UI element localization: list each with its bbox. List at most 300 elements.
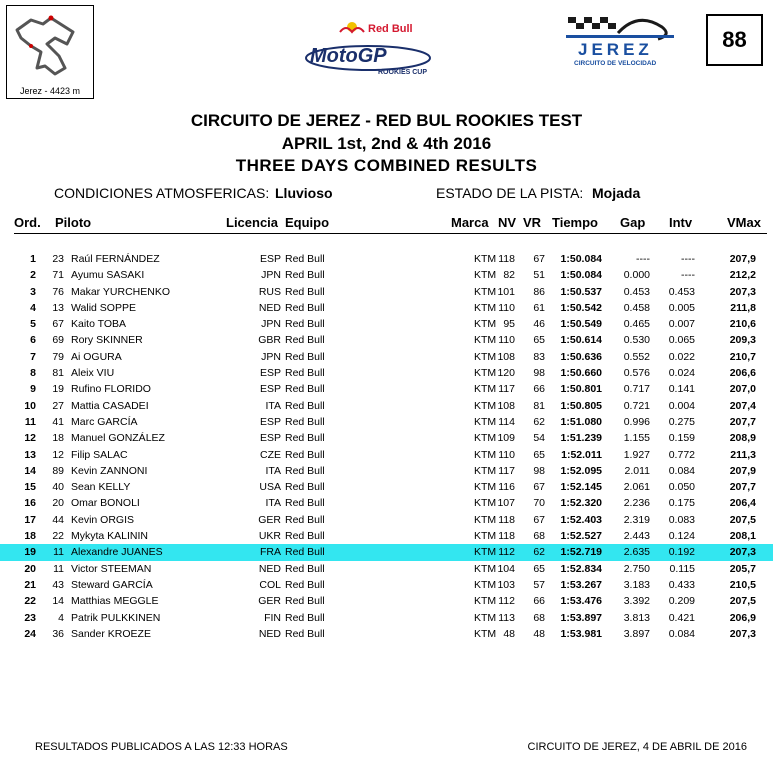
cell-gap: 2.319 [623,513,650,526]
footer-published: RESULTADOS PUBLICADOS A LAS 12:33 HORAS [35,741,288,753]
cell-rider-number: 40 [52,481,64,494]
cell-laps: 108 [497,350,515,363]
cell-interval: 0.024 [668,367,695,380]
cell-best-time: 1:50.614 [560,334,602,347]
cell-interval: 0.005 [668,301,695,314]
cell-rider-number: 4 [58,611,64,624]
cell-position: 9 [30,383,36,396]
rookies-cup-logo [300,18,435,76]
table-row [0,512,773,528]
cell-rider-number: 11 [53,562,64,575]
cell-interval: 0.124 [668,530,695,543]
cell-position: 3 [30,285,36,298]
cell-nationality: JPN [261,350,281,363]
cell-best-lap: 51 [533,269,545,282]
table-row [0,365,773,381]
cell-top-speed: 205,7 [729,562,756,575]
cell-interval: ---- [681,253,695,265]
cell-laps: 104 [497,562,515,575]
table-row [0,398,773,414]
cell-position: 19 [24,546,36,559]
svg-text:CIRCUITO DE VELOCIDAD: CIRCUITO DE VELOCIDAD [574,60,657,67]
cell-top-speed: 207,5 [729,513,756,526]
cell-gap: 0.530 [623,334,650,347]
cell-rider-number: 89 [52,464,64,477]
cell-gap: 1.927 [623,448,650,461]
table-row [0,544,773,560]
cell-best-lap: 68 [533,611,545,624]
cell-top-speed: 207,7 [729,415,756,428]
cell-position: 21 [24,578,36,591]
cell-team: Red Bull [285,350,325,363]
cell-rider-name: Filip SALAC [71,448,128,461]
results-table [0,251,773,642]
cell-best-time: 1:50.537 [560,285,602,298]
cell-team: Red Bull [285,611,325,624]
cell-rider-number: 22 [52,530,64,543]
cell-position: 13 [24,448,36,461]
table-row [0,267,773,283]
cell-rider-name: Aleix VIU [71,367,115,380]
cell-best-time: 1:52.834 [560,562,602,575]
cell-best-time: 1:53.476 [560,595,602,608]
cell-gap: 2.236 [623,497,650,510]
cell-make: KTM [474,530,497,543]
cell-rider-number: 11 [53,546,64,559]
table-row [0,300,773,316]
cell-best-time: 1:53.897 [560,611,602,624]
cell-gap: 1.155 [623,432,650,445]
cell-interval: 0.275 [668,415,695,428]
cell-team: Red Bull [285,318,325,331]
cell-team: Red Bull [285,399,325,412]
cell-best-lap: 65 [533,448,545,461]
cell-gap: 2.061 [623,481,650,494]
cell-position: 17 [24,513,36,526]
cell-interval: 0.083 [668,513,695,526]
cell-position: 22 [24,595,36,608]
cell-nationality: JPN [261,318,281,331]
col-header-gap: Gap [620,215,646,230]
table-row [0,332,773,348]
cell-best-lap: 81 [533,399,545,412]
cell-laps: 117 [498,464,515,477]
cell-top-speed: 206,9 [729,611,756,624]
cell-top-speed: 210,6 [729,318,756,331]
cell-rider-name: Manuel GONZÁLEZ [71,432,165,445]
cell-top-speed: 209,3 [729,334,756,347]
cell-nationality: ITA [265,399,281,412]
cell-make: KTM [474,627,497,640]
cell-rider-number: 19 [52,383,64,396]
cell-make: KTM [474,350,497,363]
cell-best-lap: 68 [533,530,545,543]
cell-rider-number: 36 [52,627,64,640]
cell-interval: 0.772 [668,448,695,461]
cell-rider-number: 69 [52,334,64,347]
cell-make: KTM [474,497,497,510]
cell-team: Red Bull [285,269,325,282]
cell-best-lap: 98 [533,464,545,477]
cell-best-lap: 65 [533,562,545,575]
cell-position: 6 [30,334,36,347]
cell-best-time: 1:50.084 [560,269,602,282]
cell-laps: 112 [498,546,515,559]
cell-rider-number: 20 [52,497,64,510]
cell-rider-number: 18 [52,432,64,445]
cell-make: KTM [474,285,497,298]
cell-best-lap: 61 [533,301,545,314]
cell-laps: 118 [498,513,515,526]
cell-best-time: 1:52.527 [560,530,602,543]
cell-top-speed: 207,3 [729,285,756,298]
cell-top-speed: 207,9 [729,464,756,477]
cell-gap: 3.183 [623,578,650,591]
cell-laps: 108 [497,399,515,412]
cell-rider-name: Alexandre JUANES [71,546,163,559]
table-row [0,577,773,593]
cell-best-lap: 62 [533,415,545,428]
cell-team: Red Bull [285,448,325,461]
cell-best-time: 1:50.660 [560,367,602,380]
cell-position: 15 [24,481,36,494]
cell-position: 8 [30,367,36,380]
cell-make: KTM [474,383,497,396]
cell-team: Red Bull [285,546,325,559]
weather-value: Lluvioso [275,185,333,201]
cell-gap: 3.392 [623,595,650,608]
cell-laps: 107 [497,497,515,510]
cell-best-lap: 54 [533,432,545,445]
cell-rider-name: Kaito TOBA [71,318,127,331]
table-row [0,284,773,300]
cell-best-time: 1:52.320 [560,497,602,510]
cell-make: KTM [474,301,497,314]
cell-interval: 0.159 [668,432,695,445]
cell-best-time: 1:52.719 [560,546,602,559]
cell-nationality: FRA [260,546,281,559]
cell-rider-number: 23 [52,253,64,265]
table-row [0,479,773,495]
cell-make: KTM [474,432,497,445]
col-header-piloto: Piloto [55,215,92,230]
cell-best-lap: 86 [533,285,545,298]
cell-position: 14 [24,464,36,477]
table-row [0,316,773,332]
cell-team: Red Bull [285,513,325,526]
cell-position: 5 [30,318,36,331]
cell-rider-number: 41 [52,415,64,428]
cell-gap: 0.996 [623,415,650,428]
cell-nationality: UKR [258,530,281,543]
cell-nationality: COL [259,578,281,591]
cell-laps: 118 [498,253,515,265]
col-header-vmax: VMax [727,215,761,230]
cell-best-time: 1:50.636 [560,350,602,363]
cell-interval: 0.421 [668,611,695,624]
cell-top-speed: 207,0 [729,383,756,396]
cell-rider-number: 67 [52,318,64,331]
cell-best-time: 1:50.084 [560,253,602,265]
cell-gap: 0.458 [623,301,650,314]
cell-laps: 110 [498,448,515,461]
cell-rider-name: Mattia CASADEI [71,399,149,412]
table-row [0,610,773,626]
cell-nationality: RUS [258,285,281,298]
cell-best-lap: 57 [533,578,545,591]
cell-best-time: 1:50.549 [560,318,602,331]
table-row [0,463,773,479]
weather-label: CONDICIONES ATMOSFERICAS: [54,185,270,201]
cell-make: KTM [474,415,497,428]
col-header-vr: VR [523,215,542,230]
table-row [0,414,773,430]
cell-laps: 95 [503,318,515,331]
cell-best-time: 1:52.011 [561,448,602,461]
cell-best-lap: 48 [533,627,545,640]
cell-nationality: ESP [259,432,281,445]
track-state-value: Mojada [592,185,641,201]
cell-nationality: ITA [265,464,281,477]
cell-top-speed: 206,4 [729,497,756,510]
col-header-intv: Intv [669,215,693,230]
cell-interval: 0.022 [668,350,695,363]
cell-best-lap: 67 [533,481,545,494]
cell-top-speed: 211,8 [730,301,756,314]
cell-laps: 116 [498,481,515,494]
cell-rider-name: Sander KROEZE [71,627,151,640]
cell-rider-name: Ayumu SASAKI [71,269,145,282]
cell-best-lap: 67 [533,513,545,526]
cell-make: KTM [474,269,497,282]
cell-best-time: 1:53.981 [560,627,602,640]
cell-rider-number: 13 [52,301,64,314]
cell-team: Red Bull [285,383,325,396]
cell-laps: 48 [503,627,515,640]
table-row [0,528,773,544]
cell-interval: 0.065 [668,334,695,347]
col-header-licencia: Licencia [226,215,279,230]
cell-rider-number: 14 [52,595,64,608]
cell-make: KTM [474,481,497,494]
cell-make: KTM [474,611,497,624]
cell-interval: 0.175 [668,497,695,510]
cell-nationality: ESP [259,383,281,396]
cell-rider-number: 79 [52,350,64,363]
cell-nationality: JPN [261,269,281,282]
cell-best-time: 1:50.542 [560,301,602,314]
cell-rider-number: 43 [52,578,64,591]
cell-laps: 114 [498,415,515,428]
cell-laps: 82 [503,269,515,282]
cell-make: KTM [474,578,497,591]
cell-team: Red Bull [285,367,325,380]
document-number: 88 [706,14,763,66]
cell-best-time: 1:50.801 [560,383,602,396]
cell-position: 12 [24,432,36,445]
footer-place-date: CIRCUITO DE JEREZ, 4 DE ABRIL DE 2016 [527,741,747,753]
cell-rider-name: Matthias MEGGLE [71,595,159,608]
cell-rider-number: 76 [52,285,64,298]
cell-best-time: 1:52.095 [560,464,602,477]
cell-rider-name: Rufino FLORIDO [71,383,151,396]
cell-top-speed: 207,3 [729,546,756,559]
cell-top-speed: 207,9 [729,253,756,265]
cell-rider-name: Kevin ORGIS [71,513,135,526]
cell-position: 7 [30,350,36,363]
cell-rider-number: 27 [52,399,64,412]
cell-best-lap: 67 [533,253,545,265]
cell-position: 4 [30,301,36,314]
svg-text:MotoGP: MotoGP [310,45,387,67]
cell-nationality: USA [259,481,281,494]
cell-nationality: CZE [260,448,281,461]
cell-interval: 0.007 [668,318,695,331]
cell-rider-name: Steward GARCÍA [71,578,153,591]
table-row [0,593,773,609]
cell-laps: 113 [498,611,515,624]
cell-make: KTM [474,318,497,331]
cell-team: Red Bull [285,301,325,314]
cell-best-time: 1:52.145 [560,481,602,494]
cell-gap: 0.552 [623,350,650,363]
cell-interval: ---- [681,269,695,282]
table-row [0,381,773,397]
cell-make: KTM [474,253,497,265]
cell-team: Red Bull [285,627,325,640]
cell-interval: 0.209 [668,595,695,608]
cell-position: 10 [24,399,36,412]
cell-top-speed: 210,5 [729,578,756,591]
col-header-nv: NV [498,215,517,230]
cell-team: Red Bull [285,562,325,575]
cell-gap: 2.011 [624,464,650,477]
cell-interval: 0.050 [668,481,695,494]
cell-rider-name: Victor STEEMAN [71,562,152,575]
cell-top-speed: 210,7 [729,350,756,363]
cell-make: KTM [474,367,497,380]
cell-team: Red Bull [285,253,325,265]
cell-best-lap: 70 [533,497,545,510]
col-header-marca: Marca [451,215,489,230]
cell-nationality: GER [258,595,281,608]
cell-gap: 3.897 [623,627,650,640]
cell-interval: 0.084 [668,627,695,640]
cell-position: 1 [30,253,36,265]
cell-nationality: ESP [259,415,281,428]
cell-top-speed: 206,6 [729,367,756,380]
cell-laps: 110 [498,301,515,314]
cell-best-lap: 65 [533,334,545,347]
cell-rider-name: Rory SKINNER [71,334,143,347]
cell-top-speed: 207,4 [729,399,756,412]
cell-nationality: NED [258,627,281,640]
track-caption: Jerez - 4423 m [19,86,81,96]
cell-position: 2 [30,269,36,282]
cell-team: Red Bull [285,578,325,591]
svg-text:JEREZ: JEREZ [578,40,653,59]
col-header-ord: Ord. [14,215,41,230]
cell-gap: 3.813 [623,611,650,624]
cell-gap: 2.635 [623,546,650,559]
cell-rider-name: Ai OGURA [71,350,122,363]
cell-rider-name: Kevin ZANNONI [71,464,148,477]
cell-position: 20 [24,562,36,575]
cell-make: KTM [474,464,497,477]
cell-rider-name: Marc GARCÍA [71,415,138,428]
cell-make: KTM [474,562,497,575]
cell-position: 23 [24,611,36,624]
header-divider [14,233,767,234]
cell-rider-name: Makar YURCHENKO [71,285,170,298]
track-map-box [6,5,94,99]
cell-best-time: 1:53.267 [560,578,602,591]
cell-rider-name: Sean KELLY [71,481,131,494]
cell-laps: 118 [498,530,515,543]
track-state-label: ESTADO DE LA PISTA: [436,185,584,201]
col-header-tiempo: Tiempo [552,215,598,230]
cell-nationality: NED [258,301,281,314]
cell-best-lap: 83 [533,350,545,363]
cell-best-lap: 46 [533,318,545,331]
cell-nationality: GER [258,513,281,526]
cell-position: 16 [24,497,36,510]
cell-rider-name: Patrik PULKKINEN [71,611,161,624]
cell-best-lap: 62 [533,546,545,559]
cell-best-time: 1:51.239 [560,432,602,445]
cell-gap: 0.465 [623,318,650,331]
cell-rider-number: 44 [52,513,64,526]
cell-rider-number: 81 [52,367,64,380]
cell-team: Red Bull [285,481,325,494]
cell-gap: 2.750 [623,562,650,575]
cell-position: 24 [24,627,36,640]
svg-text:ROOKIES CUP: ROOKIES CUP [378,69,428,76]
cell-rider-number: 12 [52,448,64,461]
cell-rider-number: 71 [52,269,64,282]
track-layout-icon [7,8,93,86]
cell-rider-name: Mykyta KALININ [71,530,149,543]
cell-laps: 120 [497,367,515,380]
cell-team: Red Bull [285,497,325,510]
cell-laps: 109 [497,432,515,445]
cell-best-lap: 66 [533,383,545,396]
cell-gap: 0.576 [623,367,650,380]
cell-interval: 0.084 [668,464,695,477]
cell-interval: 0.141 [668,383,695,396]
cell-team: Red Bull [285,595,325,608]
cell-nationality: FIN [264,611,281,624]
cell-interval: 0.453 [668,285,695,298]
cell-team: Red Bull [285,432,325,445]
table-row [0,251,773,267]
cell-gap: 0.000 [623,269,650,282]
cell-laps: 117 [498,383,515,396]
cell-best-time: 1:52.403 [560,513,602,526]
cell-best-time: 1:51.080 [560,415,602,428]
cell-laps: 110 [498,334,515,347]
jerez-circuit-logo [560,13,682,68]
table-row [0,349,773,365]
cell-top-speed: 207,5 [729,595,756,608]
cell-gap: 0.453 [623,285,650,298]
cell-make: KTM [474,513,497,526]
cell-best-time: 1:50.805 [560,399,602,412]
cell-nationality: GBR [258,334,281,347]
cell-position: 11 [24,415,36,428]
cell-laps: 112 [498,595,515,608]
cell-make: KTM [474,334,497,347]
